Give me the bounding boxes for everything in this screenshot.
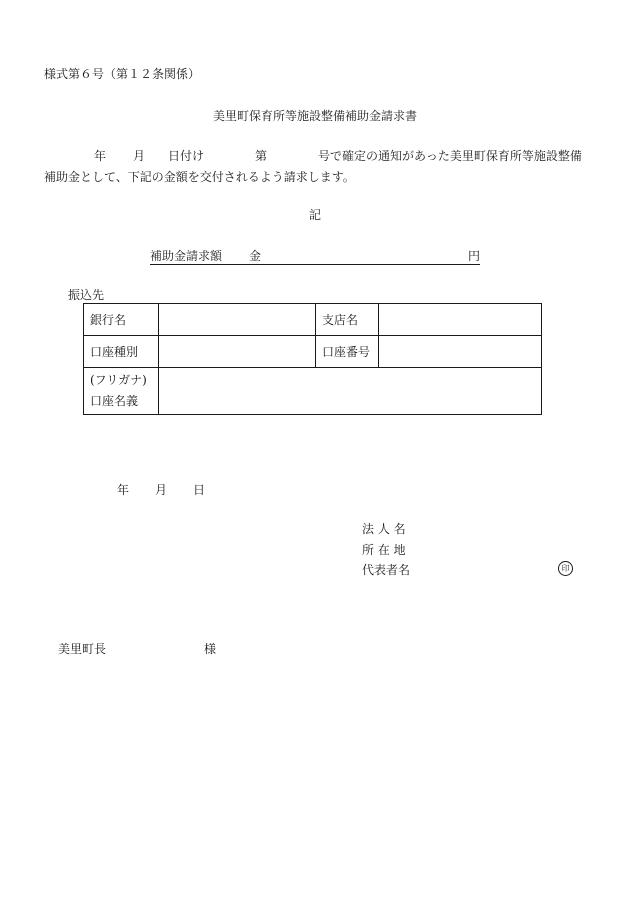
branch-name-label: 支店名 [316, 304, 379, 336]
date-month-word: 月 [155, 483, 168, 497]
amount-row [150, 248, 480, 265]
body-dated-word: 日付け [168, 149, 205, 163]
table-row [84, 336, 542, 368]
body-year-word: 年 [94, 149, 107, 163]
date-year-word: 年 [117, 483, 130, 497]
furigana-label: (フリガナ) [90, 373, 147, 387]
bank-name-field[interactable] [159, 304, 316, 336]
body-line-1-rest: 号で確定の通知があった美里町保育所等施設整備 [318, 149, 582, 163]
amount-label: 補助金請求額 [150, 249, 223, 263]
corporation-name-label: 法 人 名 [362, 522, 406, 536]
body-month-word: 月 [133, 149, 146, 163]
bank-account-table [83, 303, 542, 415]
account-holder-text: 口座名義 [90, 394, 139, 408]
account-number-field[interactable] [379, 336, 542, 368]
representative-name-label: 代表者名 [362, 563, 411, 577]
bank-name-label: 銀行名 [84, 304, 159, 336]
amount-yen: 円 [467, 249, 480, 263]
account-number-label: 口座番号 [316, 336, 379, 368]
form-number: 様式第６号（第１２条関係） [44, 67, 201, 81]
ki-heading: 記 [308, 208, 321, 222]
account-holder-field[interactable] [159, 368, 542, 415]
table-row [84, 304, 542, 336]
account-type-field[interactable] [159, 336, 316, 368]
address-label: 所 在 地 [362, 543, 406, 557]
body-dai-word: 第 [255, 149, 268, 163]
body-text-line-2: 補助金として、下記の金額を交付されるよう請求します。 [44, 170, 355, 184]
branch-name-field[interactable] [379, 304, 542, 336]
seal-icon: 印 [558, 561, 573, 576]
account-type-label: 口座種別 [84, 336, 159, 368]
date-day-word: 日 [193, 483, 206, 497]
honorific: 様 [204, 642, 217, 656]
document-title: 美里町保育所等施設整備補助金請求書 [212, 109, 417, 123]
transfer-destination-label: 振込先 [68, 288, 105, 302]
account-holder-label [84, 368, 159, 415]
amount-kin: 金 [249, 249, 262, 263]
mayor-title: 美里町長 [58, 642, 107, 656]
table-row [84, 368, 542, 415]
